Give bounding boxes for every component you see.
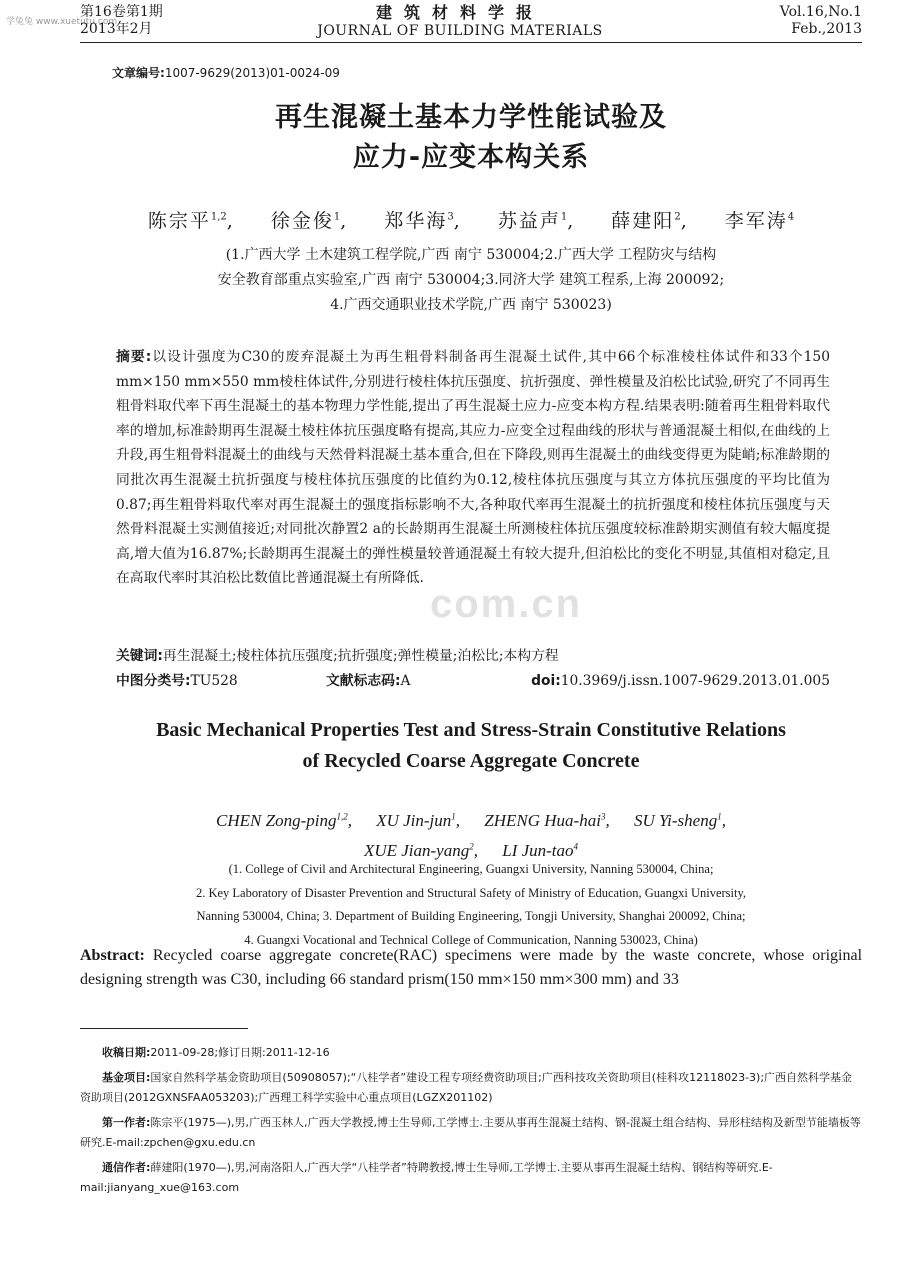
footnote-rule bbox=[80, 1028, 248, 1029]
author-cn-name: 陈宗平 bbox=[147, 210, 211, 232]
authors-cn bbox=[80, 206, 862, 233]
author-en-sup: 1,2 bbox=[336, 811, 348, 821]
footnote-text: 2011-09-28;修订日期:2011-12-16 bbox=[150, 1046, 330, 1059]
author-en: XU Jin-jun$^1$, bbox=[376, 810, 461, 830]
abstract-cn-text: 以设计强度为C30的废弃混凝土为再生粗骨料制备再生混凝土试件,其中66个标准棱柱体试件和33个150 mm×150 mm×550 mm棱柱体试件,分别进行棱柱体抗压强度、抗折强度、弹性模量及泊松比试验,研究了不同再生粗骨料取代率下再生混凝土的基本物理力学性能,提出了再生混凝土应力-应变本构方程.结果表明:随着再生粗骨料取代率的增加,标准龄期再生混凝土棱柱体抗压强度略有提高,其应力-应变全过程曲线的形状与普通混凝土相似,在曲线的上升段,再生粗骨料混凝土的曲线与天然骨料混凝土基本重合,但在下降段,则再生混凝土的曲线变得更为陡峭;标准龄期的同批次再生混凝土抗折强度与棱柱体抗压强度的比值约为0.12,棱柱体抗压强度与其立方体抗压强度的平均比值为0.87;再生粗骨料取代率对再生混凝土的强度指标影响不大,各种取代率再生混凝土的抗折强度和棱柱体抗压强度与天然骨料混凝土实测值接近;对同批次静置2 a的长龄期再生混凝土所测棱柱体抗压强度较标准龄期实测值有较大幅度提高,增大值为16.87%;长龄期再生混凝土的弹性模量较普通混凝土有较大提升,但泊松比的变化不明显,其值相对稳定,且在高取代率时其泊松比数值比普通混凝土有所降低. bbox=[116, 349, 830, 587]
author-cn: 薛建阳$^2$, bbox=[611, 210, 689, 232]
author-en-name: XUE Jian-yang bbox=[363, 841, 470, 861]
author-cn: 郑华海$^3$, bbox=[384, 210, 462, 232]
journal-title-cn: 建筑材料学报 bbox=[375, 3, 544, 22]
paper-title-cn bbox=[80, 98, 862, 178]
document-code bbox=[326, 669, 410, 693]
footnote-fund bbox=[80, 1068, 862, 1109]
author-en: SU Yi-sheng$^1$, bbox=[633, 810, 726, 830]
footnote-received bbox=[80, 1043, 862, 1064]
author-en-name: SU Yi-sheng bbox=[633, 810, 718, 830]
article-number-value: 1007-9629(2013)01-0024-09 bbox=[164, 66, 340, 80]
author-cn: 苏益声$^1$, bbox=[497, 210, 576, 232]
keywords-cn bbox=[116, 644, 830, 668]
doc-code-label: 文献标志码: bbox=[326, 673, 401, 689]
paper-title-en-line2: of Recycled Coarse Aggregate Concrete bbox=[302, 750, 640, 772]
affiliations-cn bbox=[80, 243, 862, 318]
author-en-name: CHEN Zong-ping bbox=[216, 810, 337, 830]
author-cn-sup: 3 bbox=[447, 211, 454, 223]
footnote-label: 收稿日期: bbox=[102, 1046, 151, 1059]
footnote-label: 通信作者: bbox=[102, 1160, 151, 1174]
authors-en-line1 bbox=[80, 803, 862, 834]
author-en-sup: 1 bbox=[451, 811, 456, 821]
authors-en bbox=[80, 803, 862, 864]
doi bbox=[531, 669, 830, 693]
footnote-text: 陈宗平(1975—),男,广西玉林人,广西大学教授,博士生导师,工学博士.主要从事再生混凝土结构、钢-混凝土组合结构、异形柱结构及新型节能墙板等研究.E-mail:zpchen@gxu.edu.cn bbox=[80, 1115, 861, 1149]
abstract-en bbox=[80, 944, 862, 992]
date-en: Feb.,2013 bbox=[791, 21, 862, 37]
article-number bbox=[112, 64, 340, 81]
journal-title-en: JOURNAL OF BUILDING MATERIALS bbox=[317, 23, 603, 39]
affiliations-en bbox=[80, 858, 862, 952]
volume-en: Vol.16,No.1 bbox=[779, 4, 862, 20]
paper-title-cn-line2: 应力-应变本构关系 bbox=[352, 142, 590, 173]
paper-title-en bbox=[80, 715, 862, 777]
author-en-sup: 4 bbox=[573, 841, 579, 852]
author-en: XUE Jian-yang$^2$, bbox=[363, 841, 478, 861]
date-cn: 2013年2月 bbox=[80, 21, 153, 37]
affiliation-cn-line: (1.广西大学 土木建筑工程学院,广西 南宁 530004;2.广西大学 工程防灾与结构 bbox=[225, 247, 717, 263]
author-cn-sup: 1,2 bbox=[210, 211, 227, 223]
footnotes bbox=[80, 1043, 862, 1203]
affiliation-en-line: 2. Key Laboratory of Disaster Prevention and Structural Safety of Ministry of Education, Guangxi University, bbox=[195, 885, 747, 900]
paper-title-en-line1: Basic Mechanical Properties Test and Stress-Strain Constitutive Relations bbox=[156, 719, 786, 741]
affiliation-cn-line: 4.广西交通职业技术学院,广西 南宁 530023) bbox=[330, 297, 612, 313]
abstract-cn bbox=[116, 345, 830, 591]
author-en-sup: 3 bbox=[600, 811, 606, 821]
author-cn-sup: 1 bbox=[560, 211, 568, 223]
author-cn-name: 苏益声 bbox=[497, 210, 561, 232]
author-cn-sup: 1 bbox=[333, 211, 341, 223]
affiliation-en-line: (1. College of Civil and Architectural Engineering, Guangxi University, Nanning 530004, China; bbox=[228, 862, 714, 876]
volume-cn: 第16卷第1期 bbox=[80, 4, 163, 20]
author-en-sup: 2 bbox=[469, 841, 474, 852]
author-en: ZHENG Hua-hai$^3$, bbox=[484, 810, 610, 830]
author-en-name: ZHENG Hua-hai bbox=[484, 810, 601, 830]
author-cn-name: 李军涛 bbox=[724, 210, 788, 232]
author-cn: 陈宗平$^{1,2}$, bbox=[147, 210, 235, 232]
author-en: CHEN Zong-ping$^{1,2}$, bbox=[216, 810, 352, 830]
footnote-corresponding-author bbox=[80, 1158, 862, 1199]
author-cn-sup: 4 bbox=[787, 211, 795, 223]
page-watermark: com.cn bbox=[430, 582, 583, 626]
affiliation-cn-line: 安全教育部重点实验室,广西 南宁 530004;3.同济大学 建筑工程系,上海 200092; bbox=[217, 272, 725, 288]
author-cn-name: 薛建阳 bbox=[611, 210, 675, 232]
footnote-text: 国家自然科学基金资助项目(50908057);“八桂学者”建设工程专项经费资助项目;广西科技攻关资助项目(桂科攻12118023-3);广西自然科学基金资助项目(2012GXNSFAA053203);广西理工科学实验中心重点项目(LGZX201102) bbox=[80, 1070, 853, 1104]
affiliation-en-line: 4. Guangxi Vocational and Technical College of Communication, Nanning 530023, China) bbox=[244, 932, 698, 947]
clc-value: TU528 bbox=[190, 673, 238, 689]
keywords-cn-label: 关键词: bbox=[116, 648, 163, 664]
site-watermark: 学兔兔 www.xuetutu.com bbox=[6, 17, 118, 27]
author-en-name: LI Jun-tao bbox=[502, 841, 574, 861]
abstract-en-label: Abstract: bbox=[80, 947, 145, 964]
author-en-sup: 1 bbox=[717, 811, 722, 821]
author-cn: 徐金俊$^1$, bbox=[270, 210, 349, 232]
paper-title-cn-line1: 再生混凝土基本力学性能试验及 bbox=[275, 102, 667, 133]
header-left bbox=[80, 4, 163, 38]
header-right bbox=[780, 4, 862, 38]
footnote-text: 薛建阳(1970—),男,河南洛阳人,广西大学“八桂学者”特聘教授,博士生导师,工学博士.主要从事再生混凝土结构、钢结构等研究.E-mail:jianyang_xue@163.com bbox=[80, 1160, 773, 1194]
author-cn-sup: 2 bbox=[674, 211, 681, 223]
footnote-label: 第一作者: bbox=[102, 1115, 151, 1129]
abstract-cn-label: 摘要: bbox=[116, 349, 152, 365]
abstract-en-text: Recycled coarse aggregate concrete(RAC) specimens were made by the waste concrete, whose original designing strength was C30, including 66 standard prism(150 mm×150 mm×300 mm) and 33 bbox=[80, 947, 863, 988]
header-center bbox=[290, 4, 630, 40]
footnote-label: 基金项目: bbox=[102, 1070, 151, 1084]
keywords-cn-text: 再生混凝土;棱柱体抗压强度;抗折强度;弹性模量;泊松比;本构方程 bbox=[162, 648, 559, 664]
doc-code-value: A bbox=[400, 673, 411, 689]
article-number-label: 文章编号: bbox=[112, 66, 165, 80]
author-cn bbox=[725, 210, 794, 232]
footnote-first-author bbox=[80, 1113, 862, 1154]
clc-number bbox=[116, 669, 238, 693]
doi-label: doi: bbox=[531, 673, 561, 689]
author-cn-name: 郑华海 bbox=[384, 210, 448, 232]
header-rule bbox=[80, 42, 862, 43]
doi-value: 10.3969/j.issn.1007-9629.2013.01.005 bbox=[560, 673, 830, 689]
affiliation-en-line: Nanning 530004, China; 3. Department of Building Engineering, Tongji University, Shanghai 200092, China; bbox=[196, 909, 746, 923]
author-en-name: XU Jin-jun bbox=[376, 810, 452, 830]
clc-label: 中图分类号: bbox=[116, 673, 191, 689]
author-cn-name: 徐金俊 bbox=[270, 210, 334, 232]
